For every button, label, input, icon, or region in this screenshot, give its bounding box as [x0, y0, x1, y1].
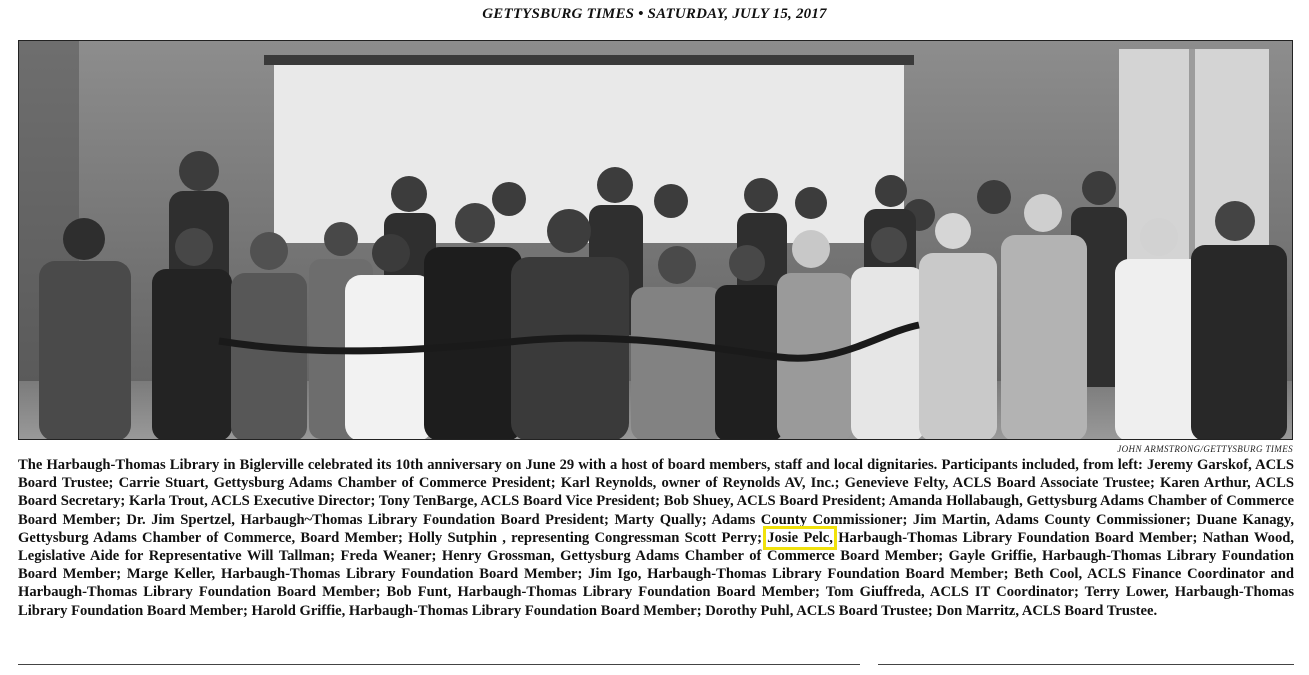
bottom-rule-left — [18, 664, 860, 665]
bottom-rule-right — [878, 664, 1294, 665]
photo-caption — [18, 456, 1294, 620]
photo-credit: JOHN ARMSTRONG/GETTYSBURG TIMES — [1117, 444, 1293, 454]
ribbon-cutting-photo — [19, 41, 1293, 440]
caption-text-end: Harbaugh-Thomas Library Foundation Board Member; Nathan Wood, Legislative Aide for Representative Will Tallman; Freda Weaner; Henry Grossman, Gettysburg Adams Chamber of Commerce Board Member; Gayle Griffie, Harbaugh-Thomas Library Foundation Board Member; Marge Keller, Harbaugh-Thomas Library Foundation Board Member; Jim Igo, Harbaugh-Thomas Library Foundation Board Member; Beth Cool, ACLS Finance Coordinator and Harbaugh-Thomas Library Foundation Board Member; Bob Funt, Harbaugh-Thomas Library Foundation Board Member; Tom Giuffreda, ACLS IT Coordinator; Terry Lower, Harbaugh-Thomas Library Foundation Board Member; Harold Griffie, Harbaugh-Thomas Library Foundation Board Member; Dorothy Puhl, ACLS Board Trustee; Don Marritz, ACLS Board Trustee. — [18, 529, 1295, 619]
group-photo — [18, 40, 1293, 440]
newspaper-masthead: GETTYSBURG TIMES • SATURDAY, JULY 15, 2017 — [482, 6, 827, 22]
caption-text-start: The Harbaugh-Thomas Library in Biglerville celebrated its 10th anniversary on June 29 with a host of board members, staff and local dignitaries. Participants included, from left: Jeremy Garskof, ACLS Board Trustee; Carrie Stuart, Gettysburg Adams Chamber of Commerce President; Karl Reynolds, owner of Reynolds AV, Inc.; Genevieve Felty, ACLS Board Associate Trustee; Karen Arthur, ACLS Board Secretary; Karla Trout, ACLS Executive Director; Tony TenBarge, ACLS Board Vice President; Bob Shuey, ACLS Board President; Amanda Hollabaugh, Gettysburg Adams Chamber of Commerce Board Member; Dr. Jim Spertzel, Harbaugh~Thomas Library Foundation Board President; Marty Qually; Adams County Commissioner; Jim Martin, Adams County Commissioner; Duane Kanagy, Gettysburg Adams Chamber of Commerce, Board Member; Holly Sutphin , representing Congressman Scott Perry; — [18, 457, 1294, 546]
highlighted-name: Josie Pelc, — [767, 529, 833, 546]
